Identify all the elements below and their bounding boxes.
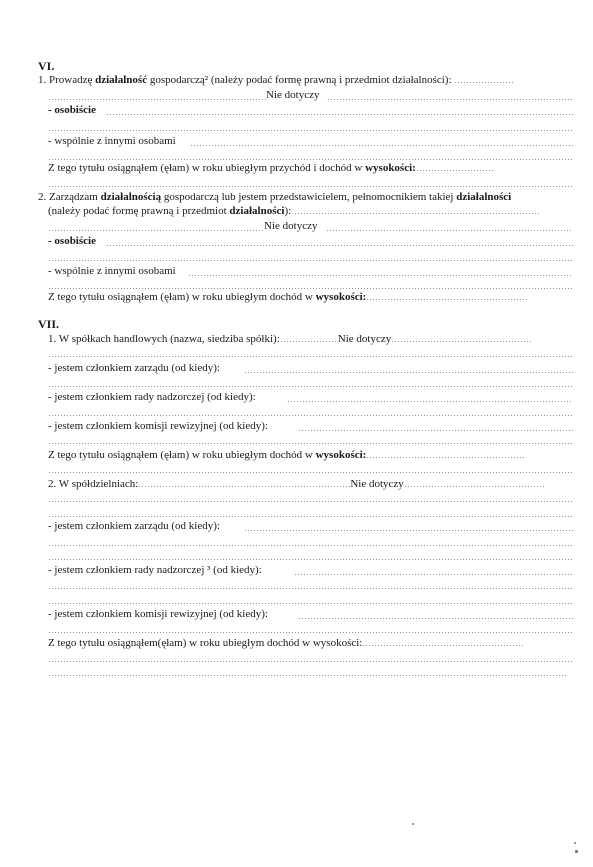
dotted-line bbox=[326, 230, 573, 231]
dotted-line bbox=[48, 443, 573, 444]
dotted-line bbox=[48, 288, 573, 289]
dotted-line bbox=[48, 159, 573, 160]
vi-item2-text: 2. Zarządzam działalnością gospodarczą lub jestem przedstawicielem, pełnomocnikiem takiej działalności bbox=[38, 191, 512, 203]
dotted-line bbox=[48, 472, 573, 473]
dotted-line bbox=[48, 632, 573, 633]
vi-item1-personally-label: - osobiście bbox=[48, 104, 96, 116]
dotted-line bbox=[48, 501, 573, 502]
vii-item1-income: Z tego tytułu osiągnąłem (ęłam) w roku ubiegłym dochód w wysokości: bbox=[48, 449, 526, 462]
vii-item2-audit-label: - jestem członkiem komisji rewizyjnej (od kiedy): bbox=[48, 608, 268, 620]
dotted-line bbox=[48, 130, 573, 131]
dotted-line bbox=[287, 401, 573, 402]
vii-item1-text: 1. W spółkach handlowych (nazwa, siedziba spółki): Nie dotyczy bbox=[48, 333, 533, 346]
dotted-line bbox=[327, 99, 573, 100]
dotted-line bbox=[48, 588, 573, 589]
dotted-line bbox=[48, 99, 266, 100]
dotted-line bbox=[298, 618, 573, 619]
vii-item2-board-label: - jestem członkiem zarządu (od kiedy): bbox=[48, 520, 220, 532]
dotted-line bbox=[48, 356, 573, 357]
vii-item1-board-label: - jestem członkiem zarządu (od kiedy): bbox=[48, 362, 220, 374]
dotted-line bbox=[48, 559, 573, 560]
vi-item1-income: Z tego tytułu osiągnąłem (ęłam) w roku ubiegłym przychód i dochód w wysokości: bbox=[48, 162, 494, 175]
vii-item2-income: Z tego tytułu osiągnąłem(ęłam) w roku ubiegłym dochód w wysokości: bbox=[48, 637, 524, 650]
dotted-line bbox=[48, 186, 573, 187]
dotted-line bbox=[106, 114, 573, 115]
vi-item1-text: 1. Prowadzę działalność gospodarczą² (należy podać formę prawną i przedmiot działalności): bbox=[38, 74, 514, 87]
scan-speck bbox=[412, 823, 414, 825]
dotted-line bbox=[48, 603, 573, 604]
dotted-line bbox=[48, 415, 573, 416]
vii-item2-text: 2. W spółdzielniach: Nie dotyczy bbox=[48, 478, 544, 491]
vi-item2-personally-label: - osobiście bbox=[48, 235, 96, 247]
dotted-line bbox=[48, 545, 573, 546]
vii-item1-supervisory-label: - jestem członkiem rady nadzorczej (od kiedy): bbox=[48, 391, 256, 403]
vi-item2-text-cont: (należy podać formę prawną i przedmiot działalności): bbox=[48, 205, 539, 218]
scan-speck bbox=[575, 850, 578, 853]
section-vi-header: VI. bbox=[38, 59, 55, 73]
dotted-line bbox=[294, 574, 573, 575]
vi-item2-not-applicable: Nie dotyczy bbox=[264, 220, 318, 232]
section-vii-header: VII. bbox=[38, 317, 60, 331]
dotted-line bbox=[244, 372, 573, 373]
dotted-line bbox=[188, 275, 573, 276]
vi-item1-not-applicable: Nie dotyczy bbox=[266, 89, 320, 101]
scan-speck bbox=[574, 842, 576, 844]
vii-item1-audit-label: - jestem członkiem komisji rewizyjnej (od kiedy): bbox=[48, 420, 268, 432]
vii-item2-supervisory-label: - jestem członkiem rady nadzorczej ³ (od kiedy): bbox=[48, 564, 262, 576]
dotted-line bbox=[48, 230, 264, 231]
dotted-line bbox=[298, 430, 573, 431]
vi-item2-jointly-label: - wspólnie z innymi osobami bbox=[48, 265, 176, 277]
dotted-line bbox=[48, 260, 573, 261]
vi-item2-income: Z tego tytułu osiągnąłem (ęłam) w roku ubiegłym dochód w wysokości: bbox=[48, 291, 528, 304]
dotted-line bbox=[190, 145, 573, 146]
dotted-line bbox=[106, 245, 573, 246]
dotted-line bbox=[48, 516, 573, 517]
vi-item1-jointly-label: - wspólnie z innymi osobami bbox=[48, 135, 176, 147]
dotted-line bbox=[48, 661, 573, 662]
dotted-line bbox=[244, 530, 573, 531]
dotted-line bbox=[48, 675, 566, 676]
dotted-line bbox=[48, 386, 573, 387]
